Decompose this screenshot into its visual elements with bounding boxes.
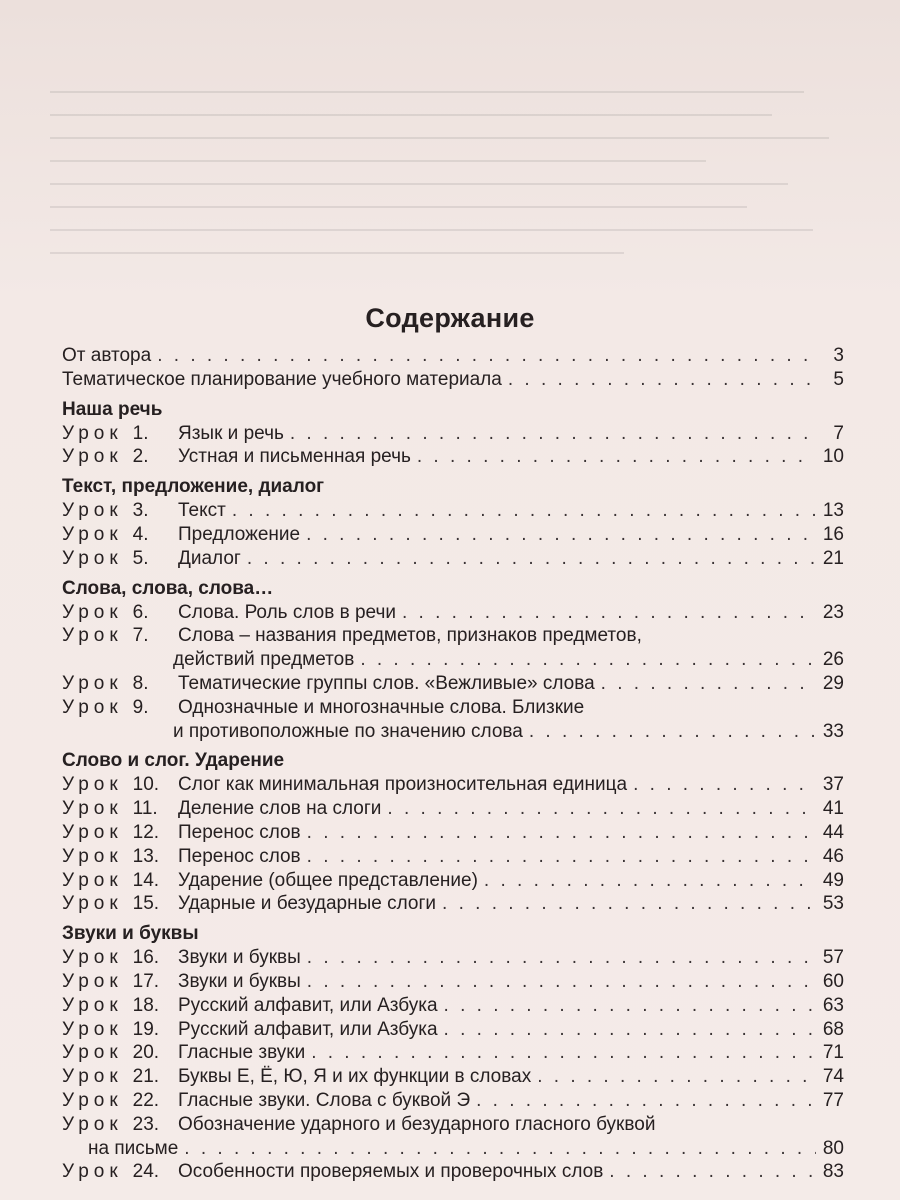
page-number: 10 <box>822 446 844 468</box>
dot-leader <box>307 821 816 845</box>
entry-line2 <box>173 720 844 744</box>
entry-body <box>62 344 844 368</box>
page-number: 68 <box>822 1018 844 1040</box>
toc-entry[interactable] <box>62 523 844 547</box>
page-number: 16 <box>822 523 844 545</box>
entry-body <box>178 547 844 571</box>
dot-leader <box>484 869 816 893</box>
lesson-number: 24. <box>132 1161 160 1183</box>
dot-leader <box>290 422 816 446</box>
lesson-label <box>62 422 178 446</box>
toc-entry[interactable] <box>62 821 844 845</box>
entry-body <box>62 368 844 392</box>
toc-entry[interactable] <box>62 1160 844 1184</box>
page-number: 3 <box>833 345 844 366</box>
toc-entry[interactable] <box>62 1113 844 1161</box>
entry-title: Перенос слов <box>178 845 301 867</box>
entry-title: От автора <box>62 345 152 366</box>
lesson-number: 8. <box>132 672 149 694</box>
entry-title: Предложение <box>178 523 301 545</box>
page-number: 63 <box>822 994 844 1016</box>
entry-body <box>178 672 844 696</box>
toc-entry[interactable] <box>62 696 844 744</box>
page-number: 49 <box>822 869 844 891</box>
lesson-label <box>62 1041 178 1065</box>
entry-title-line1: Однозначные и многозначные слова. Близкие <box>178 696 585 718</box>
lesson-number: 11. <box>132 798 158 820</box>
page-number: 33 <box>822 720 844 742</box>
lesson-number: 22. <box>132 1089 160 1111</box>
dot-leader <box>307 970 816 994</box>
lesson-number: 13. <box>132 845 160 867</box>
page-number: 26 <box>822 649 844 671</box>
lesson-label <box>62 601 178 625</box>
entry-title: на письме <box>88 1137 179 1159</box>
toc-entry[interactable] <box>62 1089 844 1113</box>
toc-entry[interactable] <box>62 1018 844 1042</box>
page-number: 77 <box>822 1089 844 1111</box>
entry-title: Устная и письменная речь <box>178 446 411 468</box>
entry-body <box>178 422 844 446</box>
lesson-number: 1. <box>132 422 149 444</box>
lesson-number: 5. <box>132 547 149 569</box>
entry-title: действий предметов <box>173 649 355 671</box>
lesson-word: Урок <box>62 798 123 820</box>
lesson-word: Урок <box>62 1161 123 1183</box>
lesson-label <box>62 523 178 547</box>
dot-leader <box>157 344 816 368</box>
lesson-number: 10. <box>132 774 160 796</box>
lesson-label <box>62 821 178 845</box>
entry-body <box>178 1018 844 1042</box>
section-heading: Текст, предложение, диалог <box>62 476 325 498</box>
lesson-label <box>62 970 178 994</box>
lesson-word: Урок <box>62 523 123 545</box>
lesson-label <box>62 1113 178 1137</box>
lesson-label <box>62 624 178 648</box>
entry-body <box>173 696 844 744</box>
dot-leader <box>442 892 816 916</box>
lesson-label <box>62 1089 178 1113</box>
entry-body <box>178 1160 844 1184</box>
lesson-word: Урок <box>62 1018 123 1040</box>
entry-body <box>178 821 844 845</box>
entry-title: Перенос слов <box>178 821 301 843</box>
page-number: 60 <box>822 970 844 992</box>
lesson-label <box>62 696 178 720</box>
page-number: 5 <box>833 368 844 390</box>
dot-leader <box>476 1089 816 1113</box>
lesson-number: 2. <box>132 446 149 468</box>
lesson-label <box>62 994 178 1018</box>
dot-leader <box>184 1137 816 1161</box>
page-number: 23 <box>822 601 844 623</box>
entry-body <box>178 869 844 893</box>
entry-title: Слова. Роль слов в речи <box>178 601 396 623</box>
entry-title-line1: Слова – названия предметов, признаков предметов, <box>178 625 642 647</box>
entry-body <box>178 797 844 821</box>
lesson-number: 9. <box>132 696 149 718</box>
entry-wrap <box>173 624 844 672</box>
page-number: 57 <box>822 947 844 969</box>
toc-entry[interactable] <box>62 845 844 869</box>
entry-body <box>178 994 844 1018</box>
entry-title: Ударные и безударные слоги <box>178 893 437 915</box>
entry-body <box>173 624 844 672</box>
toc-entry[interactable] <box>62 624 844 672</box>
toc-entry[interactable] <box>62 368 844 392</box>
lesson-word: Урок <box>62 547 123 569</box>
dot-leader <box>537 1065 816 1089</box>
lesson-word: Урок <box>62 774 123 796</box>
page-number: 29 <box>822 672 844 694</box>
toc-entry[interactable] <box>62 547 844 571</box>
dot-leader <box>311 1041 816 1065</box>
entry-title: Диалог <box>178 547 241 569</box>
entry-title-line1: Обозначение ударного и безударного гласного буквой <box>178 1113 656 1135</box>
table-of-contents <box>62 344 844 1184</box>
toc-entry[interactable] <box>62 601 844 625</box>
entry-title: Деление слов на слоги <box>178 798 382 820</box>
page-number: 41 <box>822 798 844 820</box>
entry-body <box>178 1041 844 1065</box>
lesson-number: 17. <box>132 970 160 992</box>
toc-entry[interactable] <box>62 773 844 797</box>
lesson-label <box>62 1065 178 1089</box>
toc-entry[interactable] <box>62 1065 844 1089</box>
lesson-label <box>62 672 178 696</box>
entry-title: Русский алфавит, или Азбука <box>178 994 438 1016</box>
toc-entry[interactable] <box>62 1041 844 1065</box>
lesson-label <box>62 1160 178 1184</box>
lesson-label <box>62 946 178 970</box>
entry-wrap <box>173 696 844 744</box>
dot-leader <box>247 547 816 571</box>
entry-title: Тематические группы слов. «Вежливые» слова <box>178 672 595 694</box>
lesson-number: 21. <box>132 1066 160 1088</box>
lesson-number: 19. <box>132 1018 160 1040</box>
toc-entry[interactable] <box>62 445 844 469</box>
entry-title: и противоположные по значению слова <box>173 720 523 742</box>
entry-title: Ударение (общее представление) <box>178 869 478 891</box>
dot-leader <box>444 1018 816 1042</box>
dot-leader <box>633 773 816 797</box>
page-title: Содержание <box>365 303 535 333</box>
lesson-number: 23. <box>132 1113 160 1135</box>
dot-leader <box>529 720 816 744</box>
toc-entry[interactable] <box>62 869 844 893</box>
toc-entry[interactable] <box>62 672 844 696</box>
entry-body <box>178 523 844 547</box>
entry-body <box>178 1065 844 1089</box>
section-heading: Звуки и буквы <box>62 923 199 945</box>
bleed-through-text <box>50 70 870 300</box>
lesson-word: Урок <box>62 1066 123 1088</box>
entry-body <box>178 601 844 625</box>
lesson-number: 6. <box>132 601 149 623</box>
page-number: 44 <box>822 821 844 843</box>
entry-body <box>178 892 844 916</box>
lesson-word: Урок <box>62 500 123 522</box>
lesson-word: Урок <box>62 672 123 694</box>
entry-title: Слог как минимальная произносительная единица <box>178 774 628 796</box>
dot-leader <box>508 368 816 392</box>
toc-entry[interactable] <box>62 892 844 916</box>
dot-leader <box>387 797 816 821</box>
section-heading: Слова, слова, слова… <box>62 577 274 599</box>
page-number: 74 <box>822 1066 844 1088</box>
lesson-word: Урок <box>62 625 123 647</box>
toc-entry[interactable] <box>62 422 844 446</box>
dot-leader <box>306 523 816 547</box>
page-number: 21 <box>822 547 844 569</box>
entry-body <box>178 1089 844 1113</box>
entry-title: Гласные звуки. Слова с буквой Э <box>178 1089 471 1111</box>
lesson-label <box>62 892 178 916</box>
entry-line2 <box>173 648 844 672</box>
lesson-word: Урок <box>62 1113 123 1135</box>
dot-leader <box>307 845 816 869</box>
entry-title: Звуки и буквы <box>178 970 301 992</box>
page-number: 71 <box>822 1042 844 1064</box>
lesson-number: 3. <box>132 500 149 522</box>
page-number: 83 <box>822 1161 844 1183</box>
lesson-word: Урок <box>62 1042 123 1064</box>
lesson-word: Урок <box>62 970 123 992</box>
lesson-label <box>62 445 178 469</box>
page-number: 37 <box>822 774 844 796</box>
dot-leader <box>609 1160 816 1184</box>
page-number: 46 <box>822 845 844 867</box>
lesson-word: Урок <box>62 446 123 468</box>
entry-body <box>178 773 844 797</box>
page-number: 7 <box>833 422 844 444</box>
dot-leader <box>444 994 816 1018</box>
lesson-label <box>62 547 178 571</box>
toc-entry[interactable] <box>62 797 844 821</box>
toc-entry[interactable] <box>62 994 844 1018</box>
lesson-number: 7. <box>132 625 149 647</box>
toc-entry[interactable] <box>62 344 844 368</box>
entry-title: Особенности проверяемых и проверочных слов <box>178 1161 604 1183</box>
lesson-number: 14. <box>132 869 160 891</box>
entry-body <box>178 970 844 994</box>
dot-leader <box>360 648 816 672</box>
lesson-number: 4. <box>132 523 149 545</box>
entry-title: Текст <box>178 500 226 522</box>
entry-body <box>178 445 844 469</box>
lesson-word: Урок <box>62 893 123 915</box>
entry-title: Язык и речь <box>178 422 284 444</box>
lesson-number: 18. <box>132 994 160 1016</box>
lesson-label <box>62 869 178 893</box>
lesson-number: 15. <box>132 893 160 915</box>
lesson-label <box>62 1018 178 1042</box>
dot-leader <box>307 946 816 970</box>
page-number: 80 <box>822 1137 844 1159</box>
lesson-number: 20. <box>132 1042 160 1064</box>
lesson-word: Урок <box>62 947 123 969</box>
lesson-label <box>62 845 178 869</box>
lesson-word: Урок <box>62 994 123 1016</box>
page-number: 13 <box>822 500 844 522</box>
toc-entry[interactable] <box>62 499 844 523</box>
lesson-word: Урок <box>62 1089 123 1111</box>
toc-entry[interactable] <box>62 946 844 970</box>
entry-title: Гласные звуки <box>178 1042 306 1064</box>
lesson-word: Урок <box>62 422 123 444</box>
lesson-word: Урок <box>62 696 123 718</box>
lesson-label <box>62 797 178 821</box>
entry-body <box>178 499 844 523</box>
dot-leader <box>232 499 816 523</box>
dot-leader <box>601 672 816 696</box>
entry-title: Русский алфавит, или Азбука <box>178 1018 438 1040</box>
lesson-number: 16. <box>132 947 160 969</box>
entry-title: Тематическое планирование учебного материала <box>62 368 502 390</box>
entry-title: Буквы Е, Ё, Ю, Я и их функции в словах <box>178 1066 532 1088</box>
lesson-number: 12. <box>132 821 160 843</box>
lesson-word: Урок <box>62 601 123 623</box>
entry-title: Звуки и буквы <box>178 947 301 969</box>
lesson-word: Урок <box>62 869 123 891</box>
dot-leader <box>402 601 816 625</box>
page-number: 53 <box>822 893 844 915</box>
lesson-label <box>62 499 178 523</box>
entry-body <box>178 845 844 869</box>
lesson-word: Урок <box>62 821 123 843</box>
section-heading: Наша речь <box>62 398 163 420</box>
dot-leader <box>417 445 816 469</box>
entry-body <box>178 946 844 970</box>
toc-entry[interactable] <box>62 970 844 994</box>
lesson-word: Урок <box>62 845 123 867</box>
entry-line2 <box>88 1137 844 1161</box>
lesson-label <box>62 773 178 797</box>
section-heading: Слово и слог. Ударение <box>62 750 285 772</box>
